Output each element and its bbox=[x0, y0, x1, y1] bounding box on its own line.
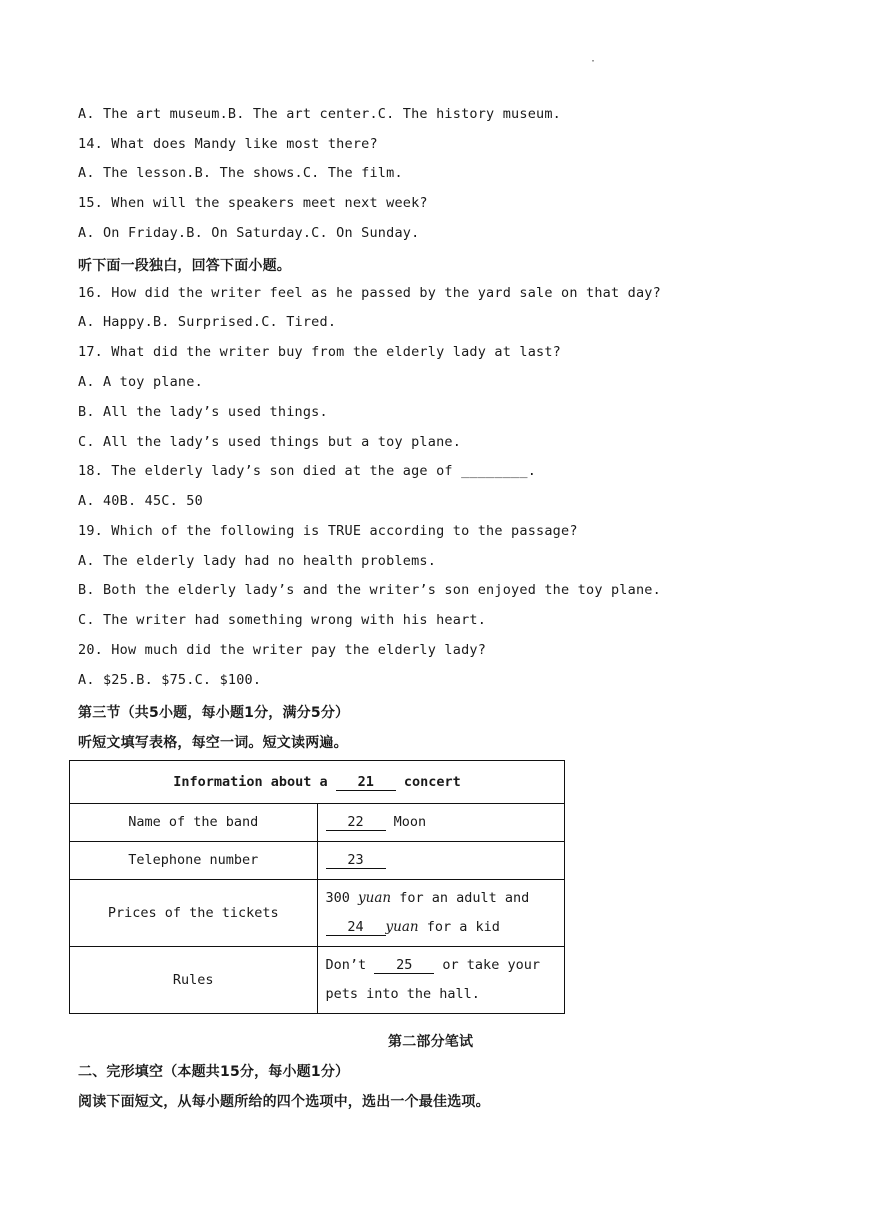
rules-pre: Don’t bbox=[325, 957, 367, 973]
table-title-post: concert bbox=[403, 773, 461, 790]
rules-post: or take your pets into the hall. bbox=[325, 957, 540, 1002]
concert-info-table bbox=[69, 760, 565, 1014]
row-label-band: Name of the band bbox=[70, 804, 318, 842]
q15-question: 15. When will the speakers meet next week? bbox=[78, 195, 428, 211]
table-row bbox=[70, 842, 565, 880]
price-unit-1: yuan bbox=[358, 890, 392, 906]
q13-options: A. The art museum.B. The art center.C. The history museum. bbox=[78, 106, 562, 122]
part2-title: 第二部分笔试 bbox=[388, 1034, 474, 1050]
q19-option-a: A. The elderly lady had no health problems. bbox=[78, 553, 437, 569]
blank-24: 24 bbox=[326, 919, 386, 936]
table-row bbox=[70, 947, 565, 1014]
price-adult: 300 bbox=[325, 890, 350, 906]
table-header-row bbox=[70, 761, 565, 804]
section2-title: 二、完形填空（本题共15分，每小题1分） bbox=[78, 1064, 350, 1080]
table-row bbox=[70, 804, 565, 842]
q20-question: 20. How much did the writer pay the elderly lady? bbox=[78, 642, 487, 658]
section3-title: 第三节（共5小题，每小题1分，满分5分） bbox=[78, 705, 350, 721]
section3-instruction: 听短文填写表格，每空一词。短文读两遍。 bbox=[78, 735, 348, 751]
blank-25: 25 bbox=[374, 957, 434, 974]
q19-option-c: C. The writer had something wrong with his heart. bbox=[78, 612, 487, 628]
q15-options: A. On Friday.B. On Saturday.C. On Sunday. bbox=[78, 225, 420, 241]
row-value-prices bbox=[317, 880, 565, 947]
q19-question: 19. Which of the following is TRUE according to the passage? bbox=[78, 523, 578, 539]
q14-question: 14. What does Mandy like most there? bbox=[78, 136, 378, 152]
price-post: for a kid bbox=[426, 919, 500, 935]
q16-question: 16. How did the writer feel as he passed by the yard sale on that day? bbox=[78, 285, 661, 301]
blank-23: 23 bbox=[326, 852, 386, 869]
q17-option-a: A. A toy plane. bbox=[78, 374, 203, 390]
row-value-phone bbox=[317, 842, 565, 880]
table-title bbox=[70, 761, 565, 804]
q18-question: 18. The elderly lady’s son died at the age of ________. bbox=[78, 463, 537, 479]
table-title-pre: Information about a bbox=[173, 773, 328, 790]
table-row bbox=[70, 880, 565, 947]
row-label-prices: Prices of the tickets bbox=[70, 880, 318, 947]
monologue-instruction: 听下面一段独白，回答下面小题。 bbox=[78, 258, 291, 274]
section2-instruction: 阅读下面短文，从每小题所给的四个选项中，选出一个最佳选项。 bbox=[78, 1094, 490, 1110]
q17-question: 17. What did the writer buy from the elderly lady at last? bbox=[78, 344, 562, 360]
price-mid: for an adult and bbox=[399, 890, 530, 906]
price-unit-2: yuan bbox=[385, 919, 419, 935]
q17-option-c: C. All the lady’s used things but a toy plane. bbox=[78, 434, 462, 450]
q18-options: A. 40B. 45C. 50 bbox=[78, 493, 203, 509]
q19-option-b: B. Both the elderly lady’s and the writer’s son enjoyed the toy plane. bbox=[78, 582, 661, 598]
row-label-rules: Rules bbox=[70, 947, 318, 1014]
row-value-rules bbox=[317, 947, 565, 1014]
page-mark: · bbox=[590, 56, 597, 67]
blank-22: 22 bbox=[326, 814, 386, 831]
band-suffix: Moon bbox=[393, 814, 427, 830]
row-label-phone: Telephone number bbox=[70, 842, 318, 880]
blank-21: 21 bbox=[336, 774, 396, 791]
q20-options: A. $25.B. $75.C. $100. bbox=[78, 672, 262, 688]
q14-options: A. The lesson.B. The shows.C. The film. bbox=[78, 165, 403, 181]
q16-options: A. Happy.B. Surprised.C. Tired. bbox=[78, 314, 337, 330]
row-value-band bbox=[317, 804, 565, 842]
q17-option-b: B. All the lady’s used things. bbox=[78, 404, 328, 420]
